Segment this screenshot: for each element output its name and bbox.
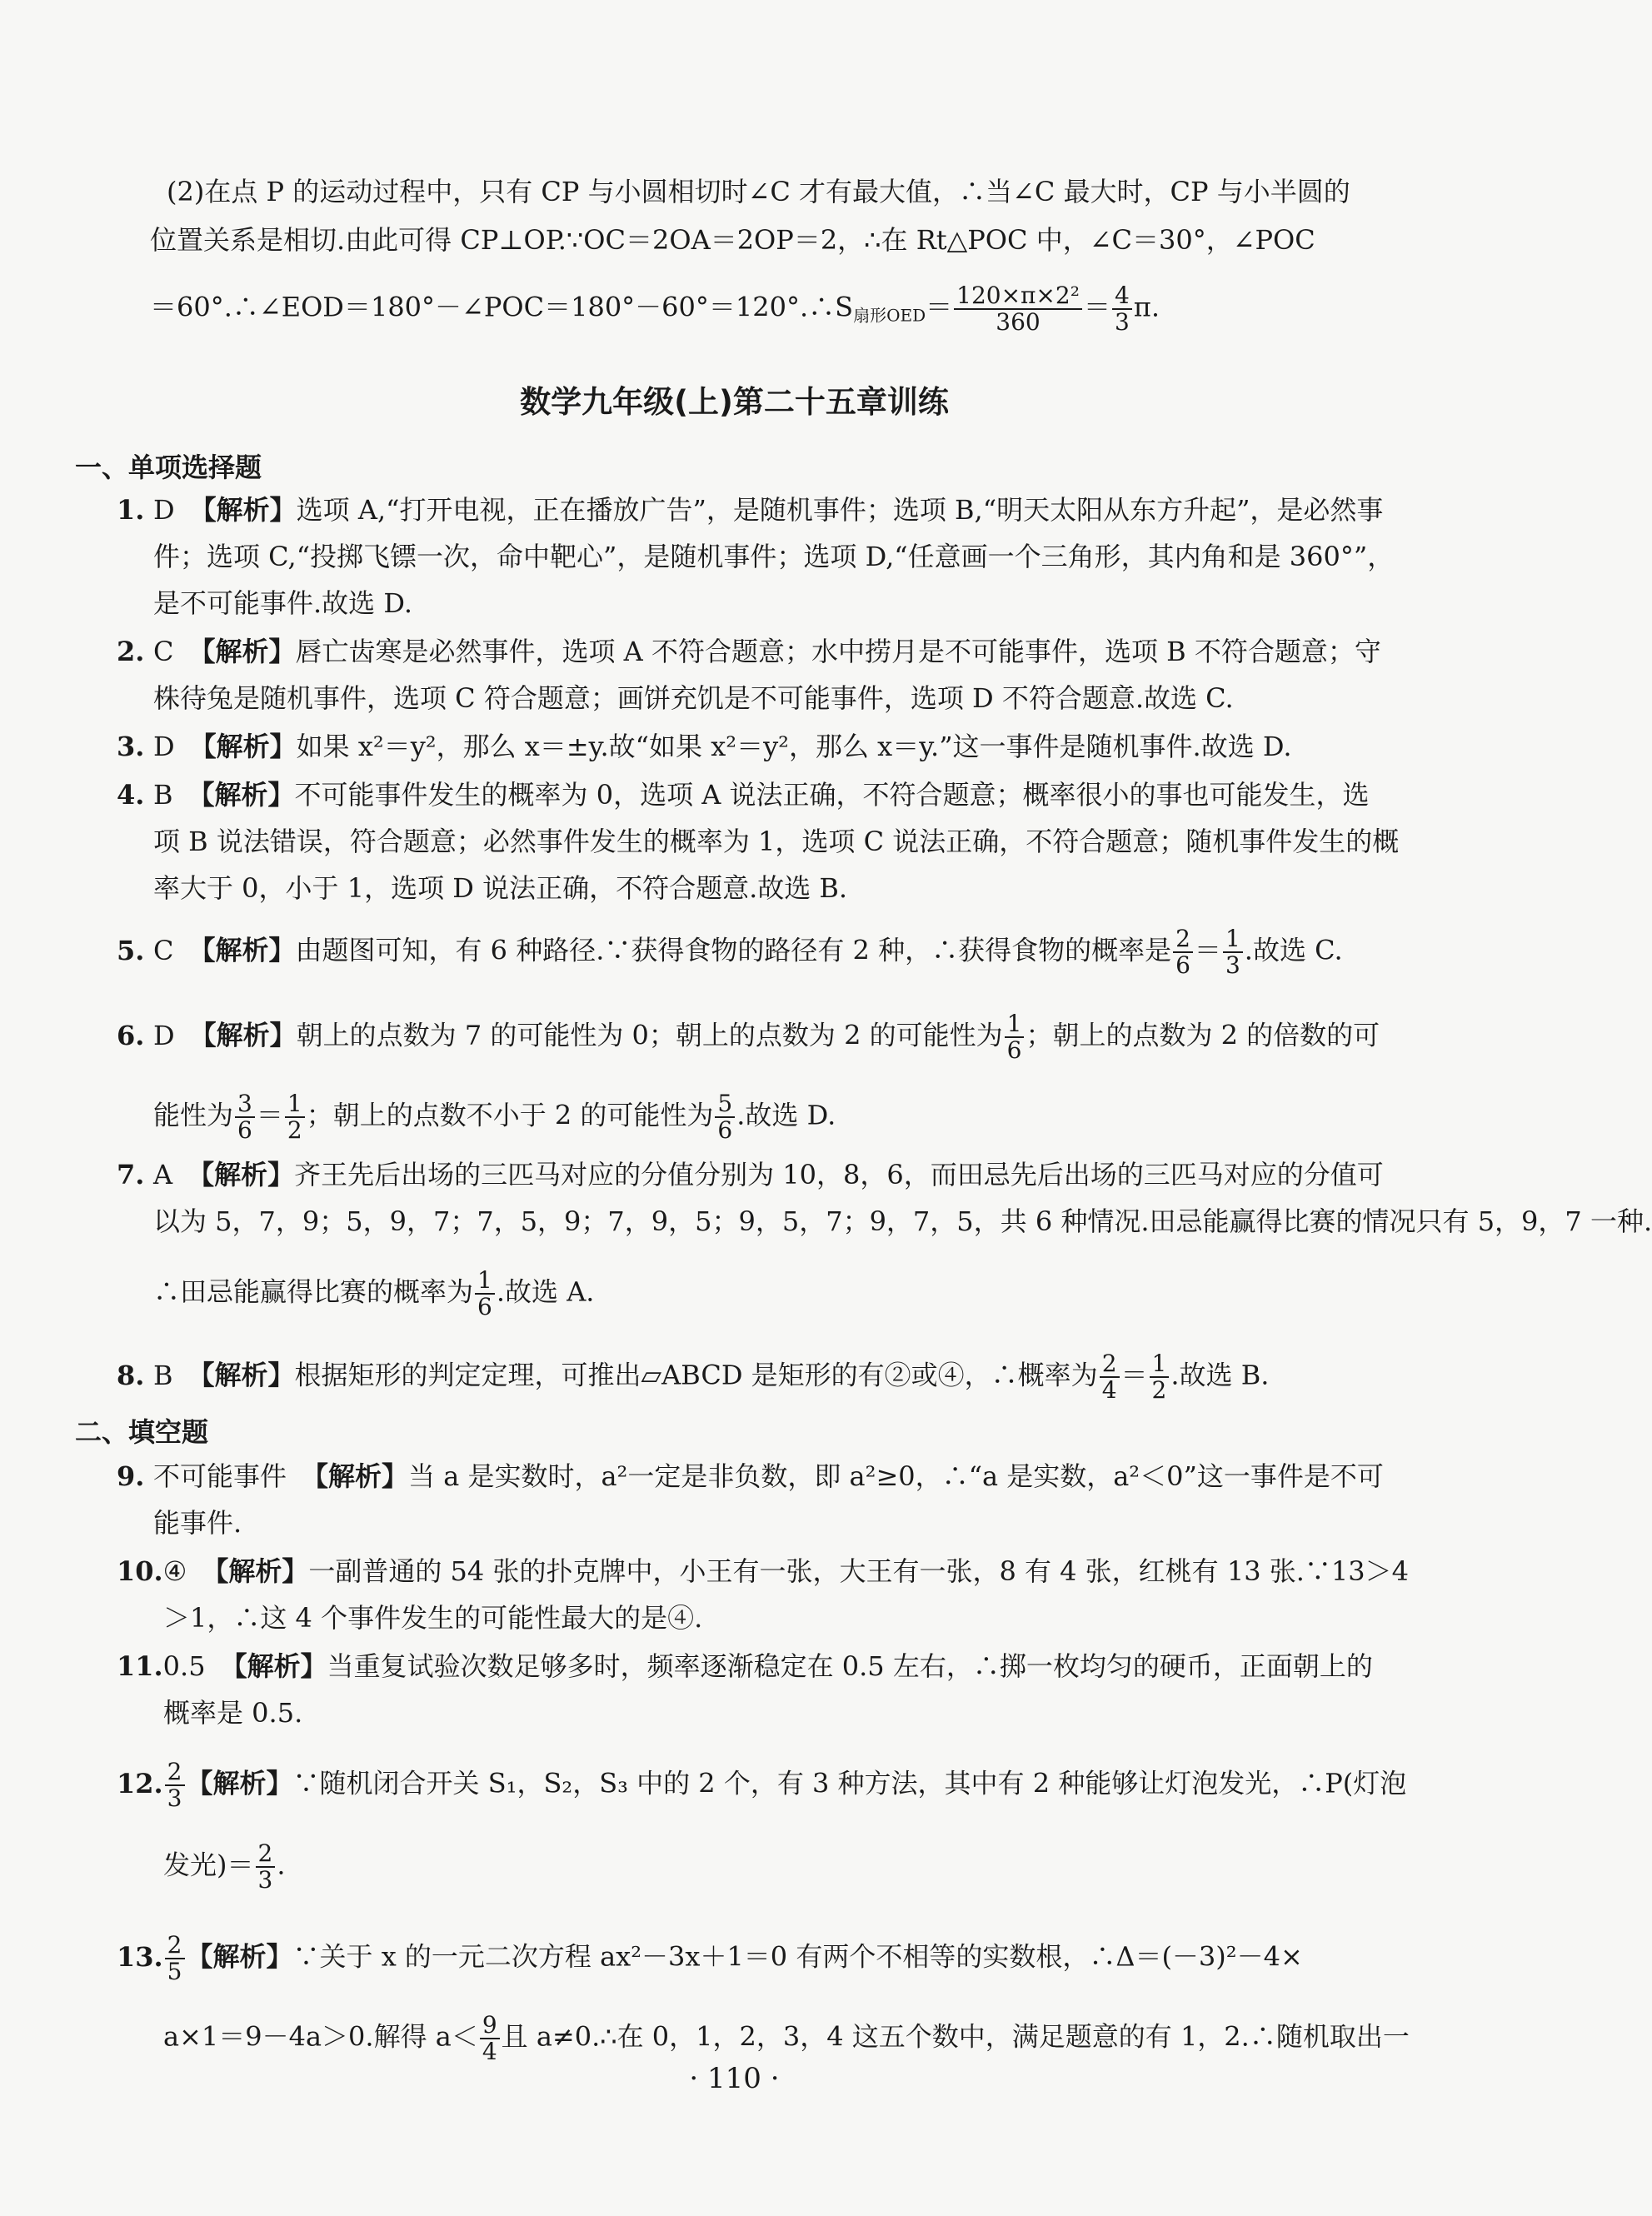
q1-line-1: 1. D 【解析】选项 A,“打开电视，正在播放广告”，是随机事件；选项 B,“明天太阳从东方升起”，是必然事 [117,494,1384,526]
q2-line-2: 株待兔是随机事件，选项 C 符合题意；画饼充饥是不可能事件，选项 D 不符合题意.故选 C. [153,682,1234,714]
q4-line-1: 4. B 【解析】不可能事件发生的概率为 0，选项 A 说法正确，不符合题意；概率很小的事也可能发生，选 [117,779,1370,811]
q4-line-3: 率大于 0，小于 1，选项 D 说法正确，不符合题意.故选 B. [153,872,848,904]
q7-line-2: 以为 5，7，9；5，9，7；7，5，9；7，9，5；9，5，7；9，7，5，共 6 种情况.田忌能赢得比赛的情况只有 5，9，7 一种. [153,1205,1652,1237]
fraction: $\frac{2}{3}$ [256,1841,276,1893]
q11-line-1: 11.0.5 【解析】当重复试验次数足够多时，频率逐渐稳定在 0.5 左右，∴掷一枚均匀的硬币，正面朝上的 [117,1650,1373,1682]
section-heading-single-choice: 一、单项选择题 [75,452,262,483]
q6-line-2: 能性为 $\frac{3}{6}$ ＝ $\frac{1}{2}$ ；朝上的点数不小于 2 的可能性为 $\frac{5}{6}$ .故选 D. [153,1090,836,1144]
q10-line-1: 10.④ 【解析】一副普通的 54 张的扑克牌中，小王有一张，大王有一张，8 有 4 张，红桃有 13 张.∵13＞4 [117,1555,1409,1587]
q5-line-1: 5. C 【解析】由题图可知，有 6 种路径.∵获得食物的路径有 2 种，∴获得食物的概率是 $\frac{2}{6}$ ＝ $\frac{1}{3}$ .故选 C. [117,925,1343,979]
q7-line-3: ∴田忌能赢得比赛的概率为 $\frac{1}{6}$ .故选 A. [153,1266,595,1320]
fraction: $\frac{2}{6}$ [1173,926,1193,978]
fraction: $\frac{\text{120×π×2²}}{360}$ [954,283,1082,335]
q1-line-3: 是不可能事件.故选 D. [153,587,413,619]
q11-line-2: 概率是 0.5. [163,1697,303,1729]
fraction: $\frac{1}{6}$ [1005,1011,1025,1063]
fraction: $\frac{1}{6}$ [475,1268,495,1320]
q13-line-2: a×1＝9－4a＞0.解得 a＜ $\frac{9}{4}$ 且 a≠0.∴在 0，1，2，3，4 这五个数中，满足题意的有 1，2.∴随机取出一 [163,2011,1410,2065]
prev-line-3: $=60^\circ.\therefore\angle EOD=180^\circ-\angle POC=180^\circ-60^\circ=120^\circ.\therefore S_{扇形OED}=$ $\frac{\text{120×π×2²}}{360}$ ＝ $\frac{4}{3}$ π. [150,282,1160,336]
fraction: $\frac{9}{4}$ [480,2013,500,2064]
fraction: $\frac{5}{6}$ [715,1091,735,1143]
answer-fraction: $\frac{2}{3}$ [165,1759,185,1811]
prev-line-2: 位置关系是相切.由此可得 CP⊥OP.∵OC＝2OA＝2OP＝2，∴在 Rt△POC 中，∠C＝30°，∠POC [150,224,1315,256]
q2-line-1: 2. C 【解析】唇亡齿寒是必然事件，选项 A 不符合题意；水中捞月是不可能事件，选项 B 不符合题意；守 [117,636,1381,667]
q3-line-1: 3. D 【解析】如果 x²＝y²，那么 x＝±y.故“如果 x²＝y²，那么 x＝y.”这一事件是随机事件.故选 D. [117,731,1292,762]
section-heading-fill-blank: 二、填空题 [75,1416,209,1448]
prev-line-1: (2)在点 P 的运动过程中，只有 CP 与小圆相切时∠C 才有最大值，∴当∠C 最大时，CP 与小半圆的 [167,176,1350,207]
q7-line-1: 7. A 【解析】齐王先后出场的三匹马对应的分值分别为 10，8，6，而田忌先后出场的三匹马对应的分值可 [117,1159,1384,1190]
fraction: $\frac{2}{4}$ [1100,1351,1120,1403]
q9-line-2: 能事件. [153,1507,242,1539]
q9-line-1: 9. 不可能事件 【解析】当 a 是实数时，a²一定是非负数，即 a²≥0，∴“a 是实数，a²＜0”这一事件是不可 [117,1460,1384,1492]
page-number: · 110 · [689,2062,780,2095]
q13-line-1: 13. $\frac{2}{5}$ 【解析】∵关于 x 的一元二次方程 ax²－3x＋1＝0 有两个不相等的实数根，∴Δ＝(－3)²－4× [117,1931,1303,1985]
section-title: 数学九年级(上)第二十五章训练 [520,384,949,420]
fraction: $\frac{4}{3}$ [1112,283,1132,335]
q4-line-2: 项 B 说法错误，符合题意；必然事件发生的概率为 1，选项 C 说法正确，不符合题意；随机事件发生的概 [153,826,1400,857]
fraction: $\frac{1}{2}$ [1150,1351,1170,1403]
q8-line-1: 8. B 【解析】根据矩形的判定定理，可推出▱ABCD 是矩形的有②或④，∴概率为 $\frac{2}{4}$ ＝ $\frac{1}{2}$ .故选 B. [117,1350,1270,1404]
fraction: $\frac{3}{6}$ [235,1091,255,1143]
fraction: $\frac{1}{3}$ [1223,926,1243,978]
q12-line-1: 12. $\frac{2}{3}$ 【解析】∵随机闭合开关 S₁，S₂，S₃ 中的 2 个，有 3 种方法，其中有 2 种能够让灯泡发光，∴P(灯泡 [117,1758,1407,1812]
q6-line-1: 6. D 【解析】朝上的点数为 7 的可能性为 0；朝上的点数为 2 的可能性为 $\frac{1}{6}$ ；朝上的点数为 2 的倍数的可 [117,1010,1380,1064]
fraction: $\frac{1}{2}$ [285,1091,305,1143]
q12-line-2: 发光)＝ $\frac{2}{3}$ . [163,1839,286,1894]
q1-line-2: 件；选项 C,“投掷飞镖一次，命中靶心”，是随机事件；选项 D,“任意画一个三角形，其内角和是 360°”， [153,541,1395,572]
q10-line-2: ＞1，∴这 4 个事件发生的可能性最大的是④. [163,1602,703,1634]
answer-fraction: $\frac{2}{5}$ [165,1933,185,1984]
